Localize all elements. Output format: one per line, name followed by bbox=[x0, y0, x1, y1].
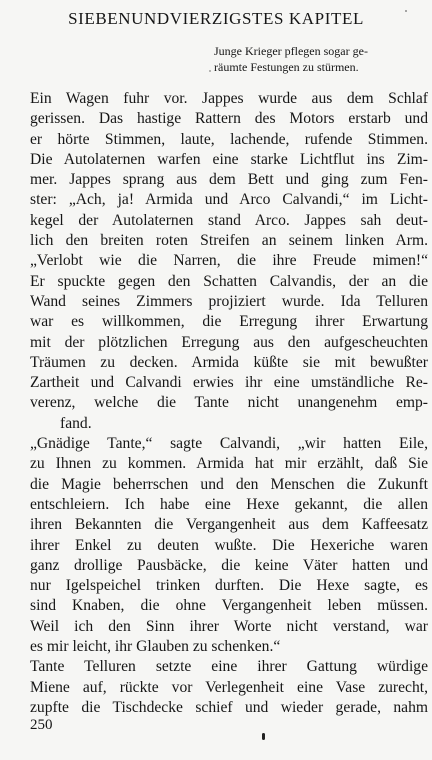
chapter-title: SIEBENUNDVIERZIGSTES KAPITEL bbox=[68, 9, 364, 28]
text-line: Zartheit und Calvandi erwies ihr eine umständliche Re- bbox=[30, 374, 428, 392]
text-line: Die Autolaternen warfen eine starke Lichtflut ins Zim- bbox=[30, 150, 428, 168]
text-line: „Gnädige Tante,“ sagte Calvandi, „wir hatten Eile, bbox=[30, 435, 428, 453]
text-line: ster: „Ach, ja! Armida und Arco Calvandi,“ im Licht- bbox=[30, 191, 428, 209]
chapter-motto bbox=[214, 43, 414, 75]
text-line: Träumen zu decken. Armida küßte sie mit bewußter bbox=[30, 353, 428, 371]
text-line: Weil ich den Sinn ihrer Worte nicht verstand, war bbox=[30, 617, 428, 635]
text-line: ganz drollige Pausbäcke, die keine Väter hatten und bbox=[30, 556, 428, 574]
text-line: „Verlobt wie die Narren, die ihre Freude mimen!“ bbox=[30, 252, 428, 270]
text-line: Tante Telluren setzte eine ihrer Gattung würdige bbox=[30, 658, 428, 676]
text-line: Wand seines Zimmers projiziert wurde. Ida Telluren bbox=[30, 292, 428, 310]
text-line: er hörte Stimmen, laute, lachende, rufende Stimmen. bbox=[30, 130, 428, 148]
text-line: kegel der Autolaternen stand Arco. Jappes sah deut- bbox=[30, 211, 428, 229]
text-line: verenz, welche die Tante nicht unangenehm emp- bbox=[30, 394, 428, 412]
text-line: mit der plötzlichen Erregung aus den aufgescheuchten bbox=[30, 333, 428, 351]
text-line: ihrer Enkel zu deuten wußte. Die Hexeriche waren bbox=[30, 536, 428, 554]
text-line: Er spuckte gegen den Schatten Calvandis, der an die bbox=[30, 272, 428, 290]
text-line: zupfte die Tischdecke schief und wieder gerade, nahm bbox=[30, 698, 428, 716]
text-line: es mir leicht, ihr Glauben zu schenken.“ bbox=[30, 638, 281, 656]
text-line: entschleiern. Ich habe eine Hexe gekannt, die allen bbox=[30, 495, 428, 513]
text-line: nur Igelspeichel trinken durften. Die Hexe sagte, es bbox=[30, 577, 428, 595]
text-line: Miene auf, rückte vor Verlegenheit eine Vase zurecht, bbox=[30, 678, 428, 696]
text-line: ihren Bekannten die Vergangenheit aus dem Kaffeesatz bbox=[30, 516, 428, 534]
text-line: Ein Wagen fuhr vor. Jappes wurde aus dem Schlaf bbox=[30, 90, 428, 107]
text-line: fand. bbox=[60, 414, 92, 432]
ink-speck bbox=[405, 10, 407, 12]
text-line: lich den breiten roten Streifen an seinem linken Arm. bbox=[30, 232, 428, 250]
ink-speck bbox=[209, 70, 211, 72]
text-line: zu Ihnen zu kommen. Armida hat mir erzählt, daß Sie bbox=[30, 455, 428, 473]
motto-line: räumte Festungen zu stürmen. bbox=[214, 60, 359, 74]
motto-line: Junge Krieger pflegen sogar ge- bbox=[214, 44, 368, 58]
text-line: mer. Jappes sprang aus dem Bett und ging zum Fen- bbox=[30, 171, 428, 189]
text-line: gerissen. Das hastige Rattern des Motors erstarb und bbox=[30, 110, 428, 128]
text-line: die Magie beherrschen und den Menschen die Zukunft bbox=[30, 475, 428, 493]
page-number: 250 bbox=[30, 717, 53, 733]
ink-speck bbox=[262, 733, 265, 740]
body-text bbox=[30, 89, 428, 718]
text-line: war es willkommen, die Erregung ihrer Erwartung bbox=[30, 313, 428, 331]
text-line: sind Knaben, die ohne Vergangenheit leben müssen. bbox=[30, 597, 428, 615]
